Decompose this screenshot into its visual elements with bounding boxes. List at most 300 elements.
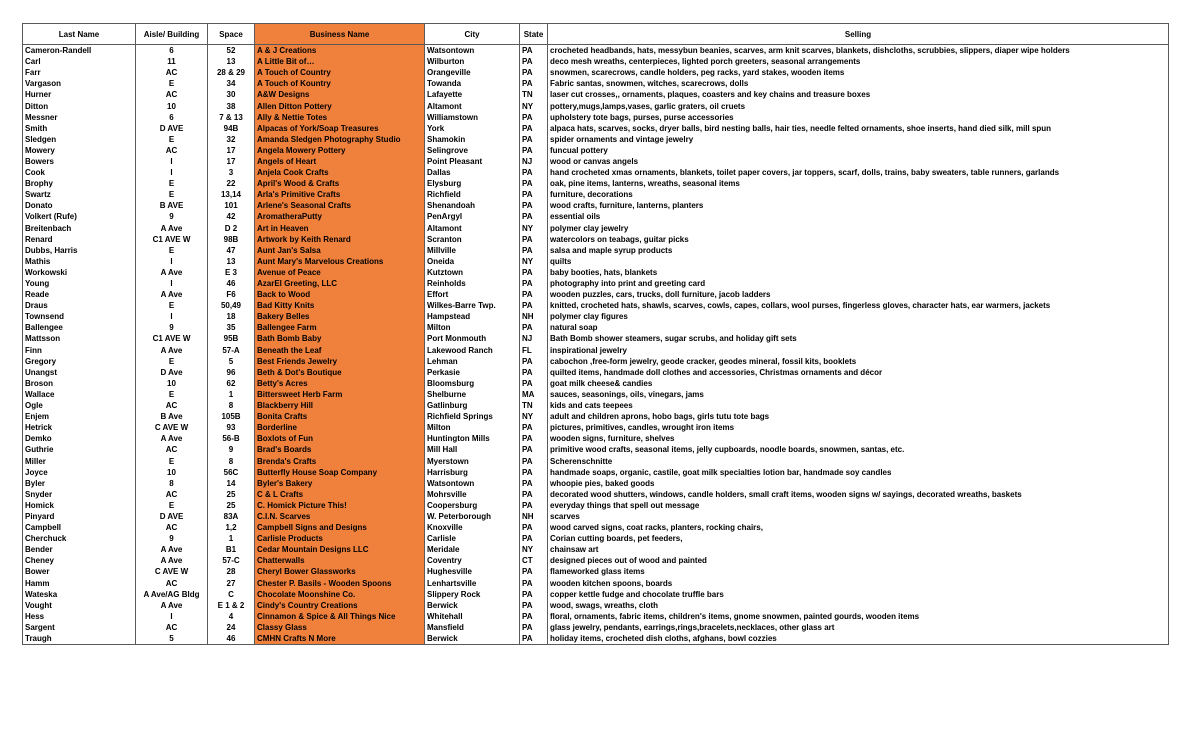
last-name-cell: Bender	[23, 544, 136, 555]
city-cell: Berwick	[425, 600, 520, 611]
state-cell: PA	[520, 611, 548, 622]
table-row	[23, 112, 1169, 123]
city-cell: Milton	[425, 422, 520, 433]
space-cell: 98B	[208, 234, 255, 245]
business-name-cell: A Touch of Country	[255, 67, 425, 78]
selling-cell: copper kettle fudge and chocolate truffle bars	[548, 589, 1169, 600]
table-row	[23, 278, 1169, 289]
state-cell: NH	[520, 311, 548, 322]
table-row	[23, 156, 1169, 167]
state-cell: CT	[520, 555, 548, 566]
state-cell: NJ	[520, 333, 548, 344]
selling-cell: pottery,mugs,lamps,vases, garlic graters, oil cruets	[548, 100, 1169, 111]
aisle-cell: AC	[136, 578, 208, 589]
business-name-cell: Chatterwalls	[255, 555, 425, 566]
state-cell: PA	[520, 167, 548, 178]
table-row	[23, 633, 1169, 645]
city-cell: Lakewood Ranch	[425, 345, 520, 356]
city-cell: Watsontown	[425, 45, 520, 57]
table-row	[23, 455, 1169, 466]
business-name-cell: Alpacas of York/Soap Treasures	[255, 123, 425, 134]
last-name-cell: Unangst	[23, 367, 136, 378]
table-row	[23, 322, 1169, 333]
selling-cell: goat milk cheese& candies	[548, 378, 1169, 389]
aisle-cell: E	[136, 300, 208, 311]
space-cell: 46	[208, 278, 255, 289]
last-name-cell: Workowski	[23, 267, 136, 278]
city-cell: Hughesville	[425, 566, 520, 577]
table-row	[23, 333, 1169, 344]
header-city: City	[425, 24, 520, 45]
state-cell: PA	[520, 633, 548, 645]
business-name-cell: A Little Bit of…	[255, 56, 425, 67]
space-cell: 42	[208, 211, 255, 222]
last-name-cell: Broson	[23, 378, 136, 389]
table-row	[23, 356, 1169, 367]
table-row	[23, 533, 1169, 544]
aisle-cell: C AVE W	[136, 566, 208, 577]
aisle-cell: E	[136, 389, 208, 400]
table-row	[23, 578, 1169, 589]
city-cell: Selingrove	[425, 145, 520, 156]
business-name-cell: Butterfly House Soap Company	[255, 467, 425, 478]
business-name-cell: C & L Crafts	[255, 489, 425, 500]
state-cell: PA	[520, 45, 548, 57]
selling-cell: knitted, crocheted hats, shawls, scarves, cowls, capes, collars, wool purses, fingerless gloves, character hats, ear warmers, jackets	[548, 300, 1169, 311]
table-row	[23, 422, 1169, 433]
state-cell: PA	[520, 145, 548, 156]
table-row	[23, 522, 1169, 533]
selling-cell: holiday items, crocheted dish cloths, afghans, bowl cozzies	[548, 633, 1169, 645]
state-cell: PA	[520, 566, 548, 577]
table-row	[23, 544, 1169, 555]
state-cell: PA	[520, 422, 548, 433]
space-cell: 1	[208, 389, 255, 400]
last-name-cell: Hetrick	[23, 422, 136, 433]
state-cell: PA	[520, 322, 548, 333]
last-name-cell: Gregory	[23, 356, 136, 367]
aisle-cell: E	[136, 178, 208, 189]
city-cell: Lenhartsville	[425, 578, 520, 589]
aisle-cell: 6	[136, 45, 208, 57]
city-cell: Meridale	[425, 544, 520, 555]
state-cell: TN	[520, 400, 548, 411]
city-cell: W. Peterborough	[425, 511, 520, 522]
table-row	[23, 478, 1169, 489]
last-name-cell: Wallace	[23, 389, 136, 400]
city-cell: Elysburg	[425, 178, 520, 189]
city-cell: Watsontown	[425, 478, 520, 489]
selling-cell: everyday things that spell out message	[548, 500, 1169, 511]
last-name-cell: Farr	[23, 67, 136, 78]
selling-cell: cabochon ,free-form jewelry, geode cracker, geodes mineral, fossil kits, booklets	[548, 356, 1169, 367]
city-cell: Shelburne	[425, 389, 520, 400]
city-cell: Oneida	[425, 256, 520, 267]
aisle-cell: E	[136, 245, 208, 256]
city-cell: Altamont	[425, 223, 520, 234]
space-cell: 30	[208, 89, 255, 100]
city-cell: PenArgyl	[425, 211, 520, 222]
aisle-cell: D AVE	[136, 123, 208, 134]
aisle-cell: C1 AVE W	[136, 234, 208, 245]
space-cell: 28	[208, 566, 255, 577]
state-cell: TN	[520, 89, 548, 100]
state-cell: PA	[520, 267, 548, 278]
aisle-cell: 11	[136, 56, 208, 67]
business-name-cell: Ally & Nettie Totes	[255, 112, 425, 123]
space-cell: 3	[208, 167, 255, 178]
last-name-cell: Snyder	[23, 489, 136, 500]
table-row	[23, 467, 1169, 478]
city-cell: Knoxville	[425, 522, 520, 533]
table-row	[23, 566, 1169, 577]
selling-cell: alpaca hats, scarves, socks, dryer balls, bird nesting balls, hair ties, needle felted ornaments, shoe inserts, hand died silk, mill spun	[548, 123, 1169, 134]
space-cell: 50,49	[208, 300, 255, 311]
city-cell: Richfield	[425, 189, 520, 200]
table-row	[23, 311, 1169, 322]
aisle-cell: 10	[136, 100, 208, 111]
aisle-cell: 10	[136, 378, 208, 389]
last-name-cell: Ogle	[23, 400, 136, 411]
last-name-cell: Brophy	[23, 178, 136, 189]
space-cell: 7 & 13	[208, 112, 255, 123]
space-cell: B1	[208, 544, 255, 555]
space-cell: 24	[208, 622, 255, 633]
last-name-cell: Mathis	[23, 256, 136, 267]
state-cell: PA	[520, 78, 548, 89]
business-name-cell: Cheryl Bower Glassworks	[255, 566, 425, 577]
city-cell: Coventry	[425, 555, 520, 566]
last-name-cell: Sledgen	[23, 134, 136, 145]
last-name-cell: Carl	[23, 56, 136, 67]
last-name-cell: Volkert (Rufe)	[23, 211, 136, 222]
aisle-cell: B Ave	[136, 411, 208, 422]
state-cell: PA	[520, 112, 548, 123]
city-cell: Wilburton	[425, 56, 520, 67]
last-name-cell: Wateska	[23, 589, 136, 600]
selling-cell: photography into print and greeting card	[548, 278, 1169, 289]
space-cell: 13	[208, 256, 255, 267]
space-cell: 35	[208, 322, 255, 333]
last-name-cell: Young	[23, 278, 136, 289]
last-name-cell: Campbell	[23, 522, 136, 533]
city-cell: Millville	[425, 245, 520, 256]
selling-cell: deco mesh wreaths, centerpieces, lighted porch greeters, seasonal arrangements	[548, 56, 1169, 67]
city-cell: Port Monmouth	[425, 333, 520, 344]
selling-cell: watercolors on teabags, guitar picks	[548, 234, 1169, 245]
business-name-cell: A & J Creations	[255, 45, 425, 57]
space-cell: E 3	[208, 267, 255, 278]
selling-cell: polymer clay figures	[548, 311, 1169, 322]
city-cell: Mill Hall	[425, 444, 520, 455]
last-name-cell: Pinyard	[23, 511, 136, 522]
state-cell: MA	[520, 389, 548, 400]
city-cell: Reinholds	[425, 278, 520, 289]
city-cell: Orangeville	[425, 67, 520, 78]
business-name-cell: A&W Designs	[255, 89, 425, 100]
city-cell: Milton	[425, 322, 520, 333]
last-name-cell: Mattsson	[23, 333, 136, 344]
table-row	[23, 389, 1169, 400]
table-row	[23, 444, 1169, 455]
aisle-cell: 9	[136, 322, 208, 333]
space-cell: 14	[208, 478, 255, 489]
space-cell: C	[208, 589, 255, 600]
business-name-cell: Bittersweet Herb Farm	[255, 389, 425, 400]
state-cell: NY	[520, 411, 548, 422]
business-name-cell: Cindy's Country Creations	[255, 600, 425, 611]
last-name-cell: Townsend	[23, 311, 136, 322]
last-name-cell: Cheney	[23, 555, 136, 566]
selling-cell: inspirational jewelry	[548, 345, 1169, 356]
state-cell: PA	[520, 178, 548, 189]
state-cell: PA	[520, 356, 548, 367]
space-cell: 32	[208, 134, 255, 145]
city-cell: Bloomsburg	[425, 378, 520, 389]
state-cell: PA	[520, 533, 548, 544]
selling-cell: spider ornaments and vintage jewelry	[548, 134, 1169, 145]
selling-cell: wooden kitchen spoons, boards	[548, 578, 1169, 589]
aisle-cell: C AVE W	[136, 422, 208, 433]
city-cell: Shamokin	[425, 134, 520, 145]
table-row	[23, 433, 1169, 444]
table-row	[23, 611, 1169, 622]
table-row	[23, 145, 1169, 156]
table-row	[23, 245, 1169, 256]
city-cell: Myerstown	[425, 455, 520, 466]
business-name-cell: Classy Glass	[255, 622, 425, 633]
last-name-cell: Renard	[23, 234, 136, 245]
city-cell: Whitehall	[425, 611, 520, 622]
aisle-cell: A Ave	[136, 345, 208, 356]
aisle-cell: E	[136, 356, 208, 367]
aisle-cell: AC	[136, 145, 208, 156]
state-cell: PA	[520, 245, 548, 256]
table-row	[23, 589, 1169, 600]
selling-cell: oak, pine items, lanterns, wreaths, seasonal items	[548, 178, 1169, 189]
space-cell: E 1 & 2	[208, 600, 255, 611]
aisle-cell: C1 AVE W	[136, 333, 208, 344]
aisle-cell: 6	[136, 112, 208, 123]
city-cell: Richfield Springs	[425, 411, 520, 422]
aisle-cell: I	[136, 167, 208, 178]
state-cell: PA	[520, 67, 548, 78]
selling-cell: whoopie pies, baked goods	[548, 478, 1169, 489]
last-name-cell: Guthrie	[23, 444, 136, 455]
state-cell: PA	[520, 500, 548, 511]
aisle-cell: A Ave	[136, 544, 208, 555]
table-row	[23, 89, 1169, 100]
last-name-cell: Cherchuck	[23, 533, 136, 544]
city-cell: Point Pleasant	[425, 156, 520, 167]
business-name-cell: Amanda Sledgen Photography Studio	[255, 134, 425, 145]
state-cell: PA	[520, 278, 548, 289]
space-cell: 1,2	[208, 522, 255, 533]
selling-cell: baby booties, hats, blankets	[548, 267, 1169, 278]
space-cell: 25	[208, 489, 255, 500]
space-cell: 56-B	[208, 433, 255, 444]
city-cell: Hampstead	[425, 311, 520, 322]
selling-cell: chainsaw art	[548, 544, 1169, 555]
table-row	[23, 256, 1169, 267]
space-cell: 25	[208, 500, 255, 511]
table-row	[23, 511, 1169, 522]
table-row	[23, 378, 1169, 389]
business-name-cell: AzarEl Greeting, LLC	[255, 278, 425, 289]
last-name-cell: Hess	[23, 611, 136, 622]
city-cell: Perkasie	[425, 367, 520, 378]
table-row	[23, 211, 1169, 222]
header-last-name: Last Name	[23, 24, 136, 45]
table-row	[23, 345, 1169, 356]
state-cell: PA	[520, 600, 548, 611]
aisle-cell: A Ave	[136, 433, 208, 444]
business-name-cell: Art in Heaven	[255, 223, 425, 234]
business-name-cell: Cedar Mountain Designs LLC	[255, 544, 425, 555]
last-name-cell: Cook	[23, 167, 136, 178]
business-name-cell: Allen Ditton Pottery	[255, 100, 425, 111]
selling-cell: essential oils	[548, 211, 1169, 222]
selling-cell: flameworked glass items	[548, 566, 1169, 577]
state-cell: PA	[520, 123, 548, 134]
table-row	[23, 500, 1169, 511]
aisle-cell: AC	[136, 67, 208, 78]
space-cell: 4	[208, 611, 255, 622]
business-name-cell: Aunt Jan's Salsa	[255, 245, 425, 256]
last-name-cell: Enjem	[23, 411, 136, 422]
business-name-cell: Betty's Acres	[255, 378, 425, 389]
city-cell: Huntington Mills	[425, 433, 520, 444]
space-cell: 18	[208, 311, 255, 322]
aisle-cell: 5	[136, 633, 208, 645]
state-cell: NJ	[520, 156, 548, 167]
state-cell: NY	[520, 544, 548, 555]
space-cell: 46	[208, 633, 255, 645]
aisle-cell: D Ave	[136, 367, 208, 378]
state-cell: PA	[520, 489, 548, 500]
selling-cell: wood, swags, wreaths, cloth	[548, 600, 1169, 611]
table-row	[23, 45, 1169, 57]
table-row	[23, 56, 1169, 67]
aisle-cell: E	[136, 500, 208, 511]
space-cell: 93	[208, 422, 255, 433]
table-row	[23, 178, 1169, 189]
business-name-cell: Chocolate Moonshine Co.	[255, 589, 425, 600]
aisle-cell: 8	[136, 478, 208, 489]
aisle-cell: B AVE	[136, 200, 208, 211]
selling-cell: salsa and maple syrup products	[548, 245, 1169, 256]
selling-cell: primitive wood crafts, seasonal items, jelly cupboards, noodle boards, snowmen, santas, etc.	[548, 444, 1169, 455]
business-name-cell: Best Friends Jewelry	[255, 356, 425, 367]
vendor-table	[22, 23, 1169, 645]
selling-cell: Fabric santas, snowmen, witches, scarecrows, dolls	[548, 78, 1169, 89]
business-name-cell: Bath Bomb Baby	[255, 333, 425, 344]
space-cell: F6	[208, 289, 255, 300]
space-cell: 94B	[208, 123, 255, 134]
space-cell: 47	[208, 245, 255, 256]
business-name-cell: Boxlots of Fun	[255, 433, 425, 444]
state-cell: PA	[520, 578, 548, 589]
business-name-cell: Aunt Mary's Marvelous Creations	[255, 256, 425, 267]
selling-cell: snowmen, scarecrows, candle holders, peg racks, yard stakes, wooden items	[548, 67, 1169, 78]
city-cell: Carlisle	[425, 533, 520, 544]
state-cell: PA	[520, 478, 548, 489]
aisle-cell: 10	[136, 467, 208, 478]
aisle-cell: I	[136, 611, 208, 622]
state-cell: PA	[520, 134, 548, 145]
city-cell: Harrisburg	[425, 467, 520, 478]
space-cell: 8	[208, 400, 255, 411]
space-cell: 105B	[208, 411, 255, 422]
business-name-cell: Artwork by Keith Renard	[255, 234, 425, 245]
space-cell: 13,14	[208, 189, 255, 200]
table-row	[23, 367, 1169, 378]
selling-cell: funcual pottery	[548, 145, 1169, 156]
state-cell: PA	[520, 300, 548, 311]
last-name-cell: Miller	[23, 455, 136, 466]
table-row	[23, 600, 1169, 611]
business-name-cell: Cinnamon & Spice & All Things Nice	[255, 611, 425, 622]
table-row	[23, 223, 1169, 234]
last-name-cell: Sargent	[23, 622, 136, 633]
aisle-cell: AC	[136, 89, 208, 100]
table-row	[23, 67, 1169, 78]
state-cell: NY	[520, 256, 548, 267]
selling-cell: adult and children aprons, hobo bags, girls tutu tote bags	[548, 411, 1169, 422]
last-name-cell: Smith	[23, 123, 136, 134]
selling-cell: sauces, seasonings, oils, vinegars, jams	[548, 389, 1169, 400]
last-name-cell: Ditton	[23, 100, 136, 111]
table-row	[23, 189, 1169, 200]
table-row	[23, 400, 1169, 411]
aisle-cell: I	[136, 311, 208, 322]
space-cell: 101	[208, 200, 255, 211]
table-row	[23, 489, 1169, 500]
selling-cell: Scherenschnitte	[548, 455, 1169, 466]
last-name-cell: Cameron-Randell	[23, 45, 136, 57]
table-row	[23, 267, 1169, 278]
table-row	[23, 622, 1169, 633]
last-name-cell: Joyce	[23, 467, 136, 478]
aisle-cell: AC	[136, 489, 208, 500]
header-space: Space	[208, 24, 255, 45]
state-cell: PA	[520, 289, 548, 300]
space-cell: 17	[208, 145, 255, 156]
table-row	[23, 411, 1169, 422]
last-name-cell: Vought	[23, 600, 136, 611]
table-row	[23, 123, 1169, 134]
last-name-cell: Bowers	[23, 156, 136, 167]
last-name-cell: Donato	[23, 200, 136, 211]
selling-cell: decorated wood shutters, windows, candle holders, small craft items, wooden signs w/ sayings, decorated wreaths, baskets	[548, 489, 1169, 500]
last-name-cell: Ballengee	[23, 322, 136, 333]
last-name-cell: Finn	[23, 345, 136, 356]
selling-cell: wood or canvas angels	[548, 156, 1169, 167]
header-aisle-building: Aisle/ Building	[136, 24, 208, 45]
last-name-cell: Breitenbach	[23, 223, 136, 234]
selling-cell: handmade soaps, organic, castile, goat milk specialties lotion bar, handmade soy candles	[548, 467, 1169, 478]
space-cell: 5	[208, 356, 255, 367]
business-name-cell: A Touch of Kountry	[255, 78, 425, 89]
last-name-cell: Demko	[23, 433, 136, 444]
city-cell: Dallas	[425, 167, 520, 178]
city-cell: York	[425, 123, 520, 134]
state-cell: PA	[520, 367, 548, 378]
space-cell: D 2	[208, 223, 255, 234]
city-cell: Mansfield	[425, 622, 520, 633]
space-cell: 96	[208, 367, 255, 378]
space-cell: 56C	[208, 467, 255, 478]
